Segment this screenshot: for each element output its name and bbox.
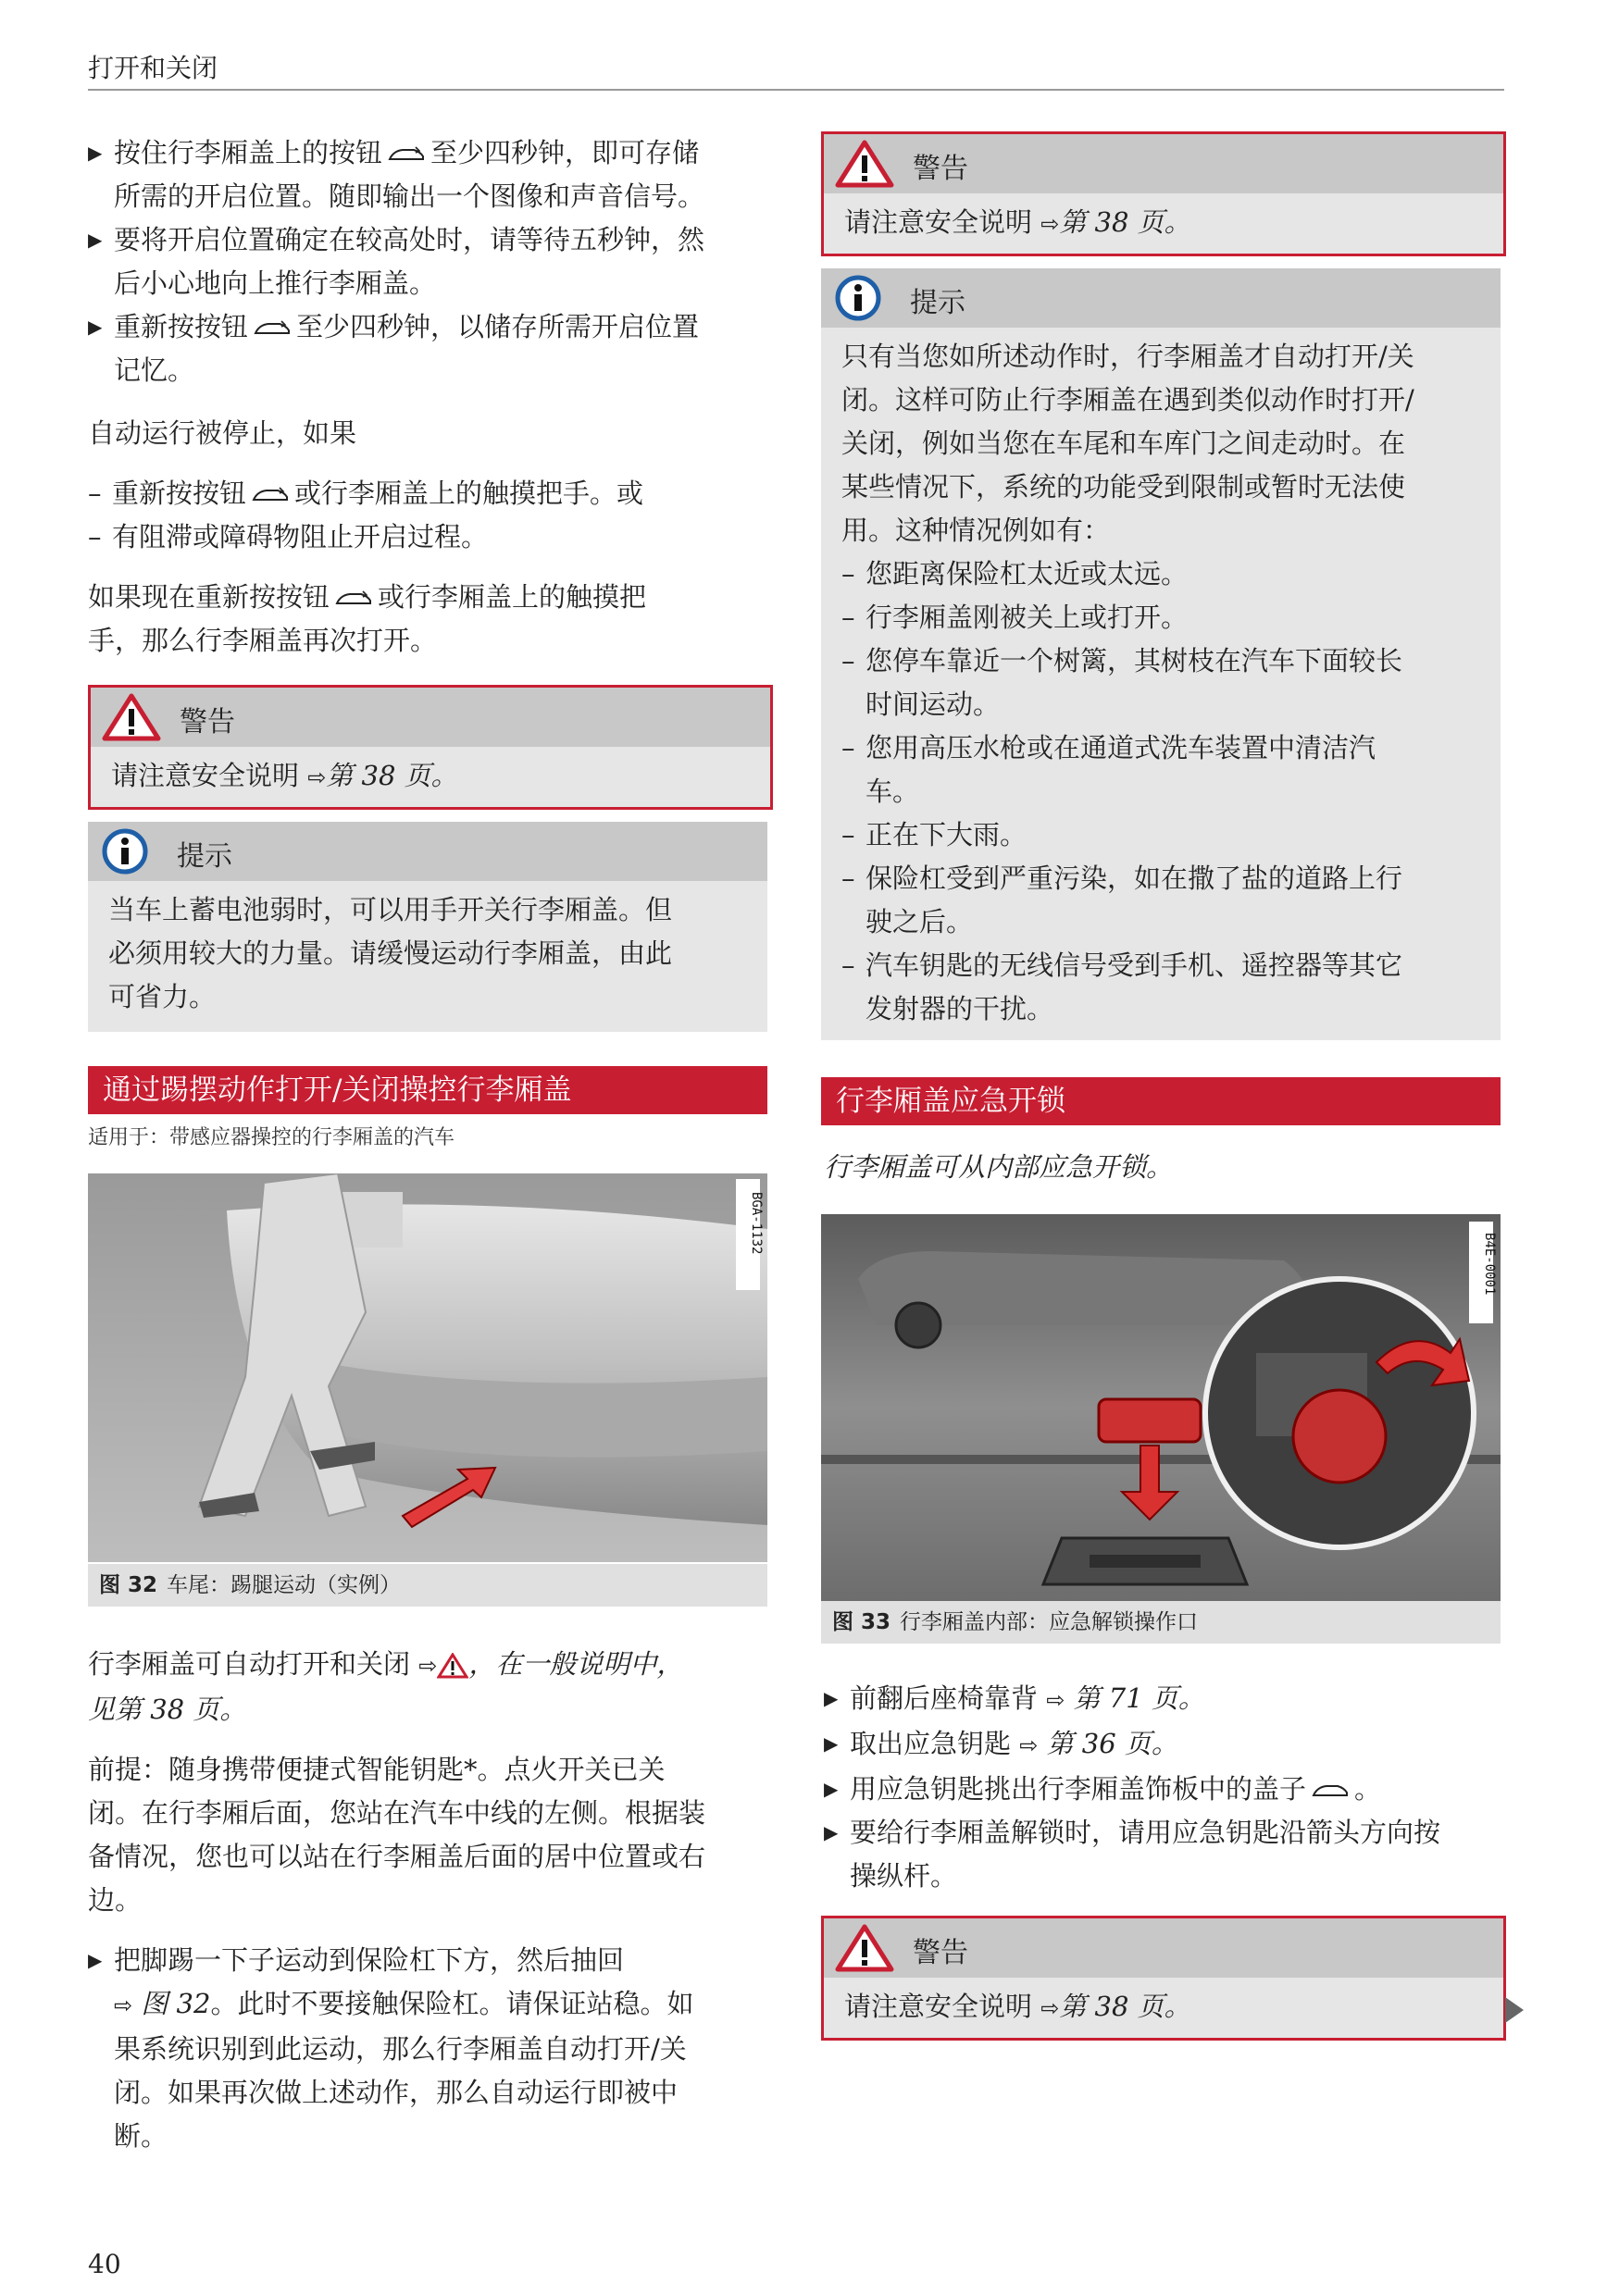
page-number: 40 <box>88 2249 121 2279</box>
trunk-button-icon <box>252 486 289 504</box>
prerequisite-paragraph: 前提：随身携带便捷式智能钥匙*。点火开关已关 闭。在行李厢后面，您站在汽车中线的左侧。根据装 备情况，您也可以站在行李厢盖后面的居中位置或右 边。 <box>88 1754 706 1916</box>
page-reference-link[interactable]: 第 71 页。 <box>1073 1682 1205 1714</box>
note-title: 提示 <box>910 287 965 319</box>
warning-triangle-icon <box>102 693 161 741</box>
list-item: – 您距离保险杠太近或太远。 <box>841 558 1189 590</box>
list-item: – 重新按按钮 或行李厢盖上的触摸把手。或 <box>88 478 644 509</box>
figure-code: BGA-1132 <box>749 1192 764 1255</box>
step-remove-cover: ▶ 用应急钥匙挑出行李厢盖饰板中的盖子 。 <box>824 1773 1382 1805</box>
warning-text: 请注意安全说明 ⇨第 38 页。 <box>91 747 770 807</box>
figure-32-caption: 图 32 车尾：踢腿运动（实例） <box>88 1564 767 1607</box>
warning-text: 请注意安全说明 ⇨第 38 页。 <box>824 193 1503 254</box>
list-item: – 有阻滞或障碍物阻止开启过程。 <box>88 521 489 552</box>
figure-kick-motion <box>88 1173 767 1562</box>
triangle-bullet-icon: ▶ <box>88 316 103 338</box>
warning-text: 请注意安全说明 ⇨第 38 页。 <box>824 1978 1503 2038</box>
bullet-store-position: ▶ 按住行李厢盖上的按钮 至少四秒钟，即可存储 所需的开启位置。随即输出一个图像和声音信号。 <box>88 131 773 218</box>
page-reference-link[interactable]: 第 38 页。 <box>326 760 458 791</box>
trunk-icon <box>1312 1781 1349 1800</box>
figure-33-caption: 图 33 行李厢盖内部：应急解锁操作口 <box>821 1601 1501 1644</box>
info-icon <box>832 274 884 322</box>
warning-title: 警告 <box>913 153 968 185</box>
bullet-wait-five-seconds: ▶ 要将开启位置确定在较高处时，请等待五秒钟，然 后小心地向上推行李厢盖。 <box>88 218 773 305</box>
bullet-kick-motion: ▶ 把脚踢一下子运动到保险杠下方，然后抽回 ⇨ 图 32。此时不要接触保险杠。请保证站稳。如 果系统识别到此运动，那么行李厢盖自动打开/关 闭。如果再次做上述动作，那么自动运行即被中 断。 <box>88 1939 773 2158</box>
triangle-bullet-icon: ▶ <box>88 229 103 251</box>
stop-intro: 自动运行被停止，如果 <box>88 417 357 449</box>
step-take-key: ▶ 取出应急钥匙 ⇨ 第 36 页。 <box>824 1728 1178 1759</box>
warning-title: 警告 <box>913 1937 968 1969</box>
header-divider <box>88 89 1504 91</box>
note-box <box>821 268 1501 1040</box>
section-applicability: 适用于：带感应器操控的行李厢盖的汽车 <box>88 1126 455 1149</box>
warning-box <box>821 1916 1506 2041</box>
list-item: – 汽车钥匙的无线信号受到手机、遥控器等其它 发射器的干扰。 <box>841 949 1403 1024</box>
figure-emergency-release <box>821 1214 1501 1601</box>
warning-box <box>821 131 1506 256</box>
page-reference-link[interactable]: 第 38 页。 <box>1059 206 1191 238</box>
trunk-button-icon <box>388 145 425 164</box>
trunk-button-icon <box>335 590 372 608</box>
triangle-bullet-icon: ▶ <box>88 1949 103 1971</box>
bullet-press-again: ▶ 重新按按钮 至少四秒钟，以储存所需开启位置 记忆。 <box>88 305 773 392</box>
note-title: 提示 <box>177 840 232 873</box>
triangle-bullet-icon: ▶ <box>88 142 103 164</box>
note-text: 只有当您如所述动作时，行李厢盖才自动打开/关 闭。这样可防止行李厢盖在遇到类似动作时打开/ 关闭，例如当您在车尾和车库门之间走动时。在 某些情况下，系统的功能受到限制或暂时无法使 用。这种情况例如有： – 您距离保险杠太近或太远。 – 行李厢盖刚被关上或打开。 – 您停车靠近一个树篱，其树枝在汽车下面较长 时间运动。 – 您用高压水枪或在通道式洗车装置中清洁汽 车。 – 正在下大雨。 – 保险杠受到严重污染，如在撒了盐的道路上行 驶之后。 – 汽车钥匙的无线信号受到手机、遥控器等其它 发射器的干扰。 <box>821 328 1501 1040</box>
note-text: 当车上蓄电池弱时，可以用手开关行李厢盖。但 必须用较大的力量。请缓慢运动行李厢盖，由此 可省力。 <box>88 881 767 1032</box>
note-box <box>88 822 767 1032</box>
section-intro: 行李厢盖可从内部应急开锁。 <box>824 1151 1174 1183</box>
auto-open-paragraph: 行李厢盖可自动打开和关闭 ⇨ ，在一般说明中， 见第 38 页。 <box>88 1648 684 1725</box>
left-top-text <box>88 131 773 392</box>
trunk-button-icon <box>254 319 291 338</box>
step-fold-seat: ▶ 前翻后座椅靠背 ⇨ 第 71 页。 <box>824 1682 1205 1714</box>
warning-box <box>88 685 773 810</box>
list-item: – 保险杠受到严重污染，如在撒了盐的道路上行 驶之后。 <box>841 863 1403 937</box>
car-rear-illustration <box>88 1173 767 1562</box>
warning-triangle-icon <box>437 1653 468 1679</box>
section-heading-kick: 通过踢摆动作打开/关闭操控行李厢盖 <box>88 1066 767 1114</box>
warning-title: 警告 <box>180 706 235 738</box>
page-reference-link[interactable]: 第 36 页。 <box>1046 1728 1178 1759</box>
emergency-steps <box>824 1677 1500 1898</box>
figure-reference-link[interactable]: 图 32 <box>141 1988 211 2019</box>
warning-triangle-icon <box>835 140 894 188</box>
info-icon <box>99 827 151 875</box>
list-item: – 您停车靠近一个树篱，其树枝在汽车下面较长 时间运动。 <box>841 645 1403 720</box>
trunk-lid-interior-illustration <box>821 1214 1501 1601</box>
warning-triangle-icon <box>835 1924 894 1972</box>
left-bottom-text <box>88 1643 773 2158</box>
stop-conditions <box>88 412 773 663</box>
step-press-lever: ▶ 要给行李厢盖解锁时，请用应急钥匙沿箭头方向按 操纵杆。 <box>824 1817 1441 1892</box>
arrow-reference-icon: ⇨ <box>307 764 327 790</box>
page-header-title: 打开和关闭 <box>88 53 218 83</box>
figure-code: B4E-0001 <box>1482 1233 1497 1296</box>
page-reference-link[interactable]: 第 38 页。 <box>1059 1991 1191 2022</box>
list-item: – 正在下大雨。 <box>841 819 1027 850</box>
list-item: – 您用高压水枪或在通道式洗车装置中清洁汽 车。 <box>841 732 1376 807</box>
restart-paragraph: 如果现在重新按按钮 或行李厢盖上的触摸把 手，那么行李厢盖再次打开。 <box>88 581 647 656</box>
continue-arrow-icon[interactable] <box>1505 1997 1524 2023</box>
section-heading-emergency: 行李厢盖应急开锁 <box>821 1077 1501 1125</box>
list-item: – 行李厢盖刚被关上或打开。 <box>841 602 1189 633</box>
